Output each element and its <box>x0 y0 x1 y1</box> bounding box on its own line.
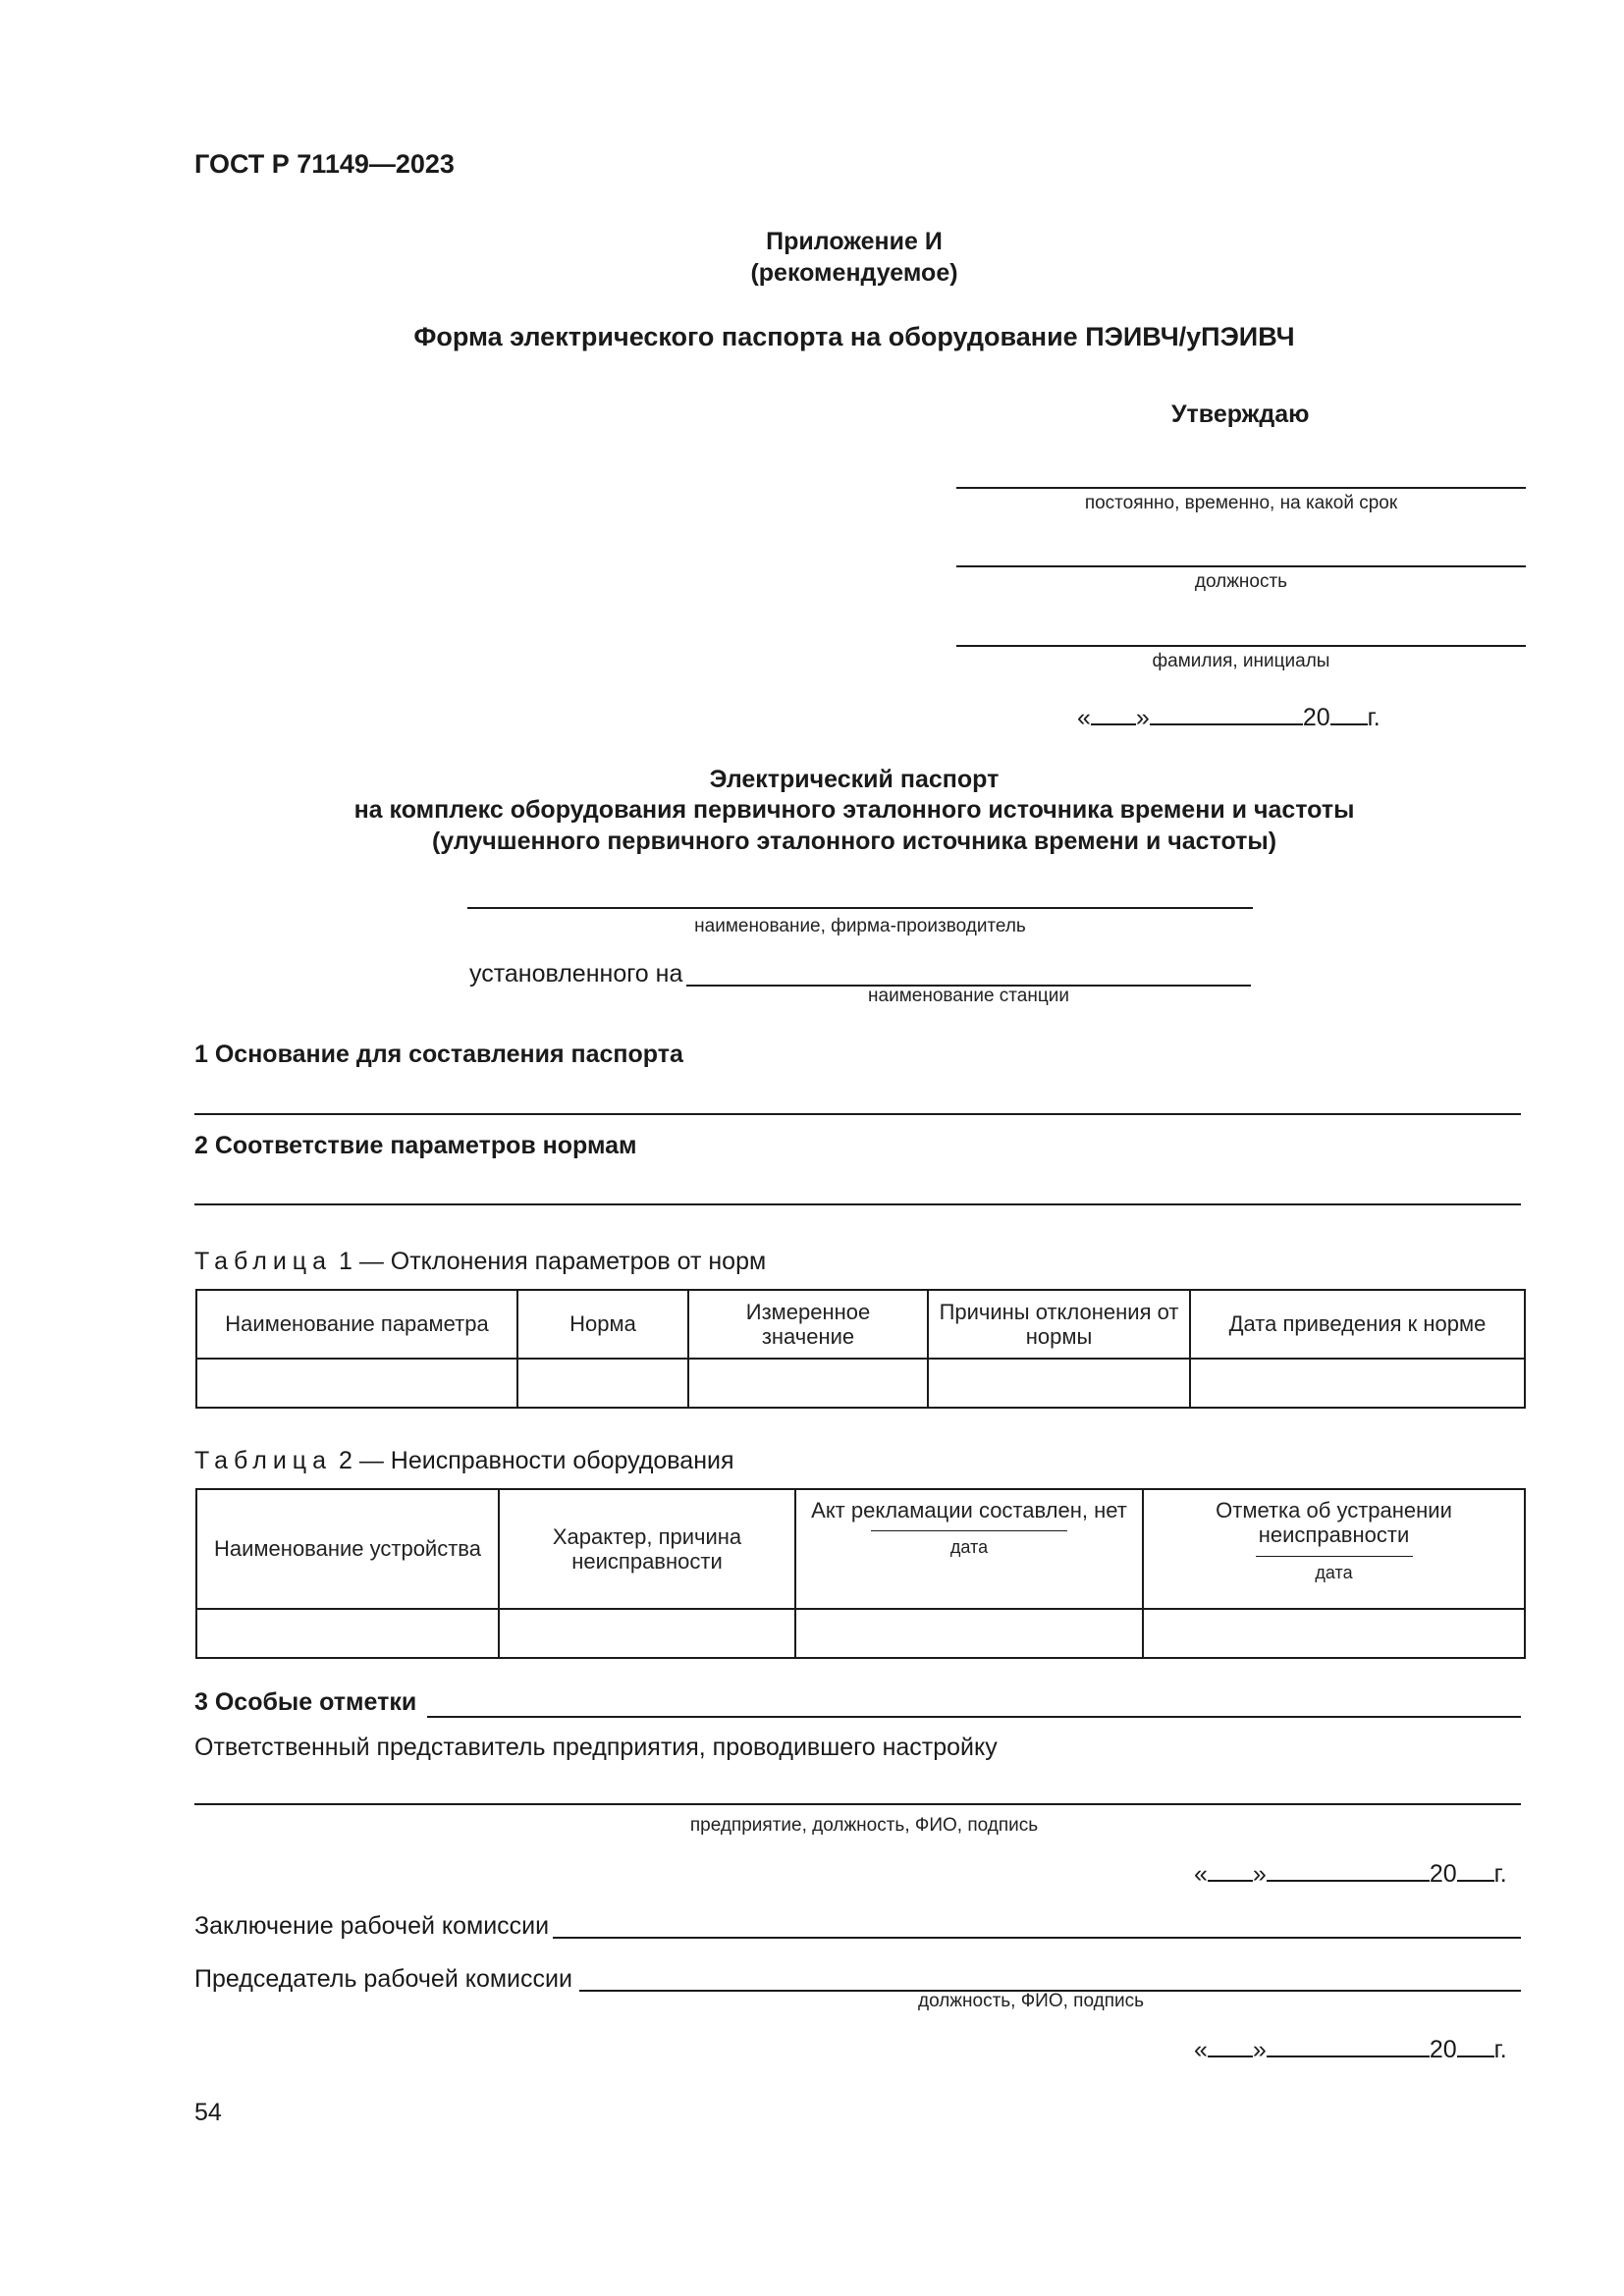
table-2-header-repair: Отметка об устранении неисправности дата <box>1143 1489 1525 1609</box>
table-1 <box>195 1289 1526 1409</box>
appendix-title: Приложение И <box>766 228 943 255</box>
equipment-name-caption: наименование, фирма-производитель <box>694 916 1026 936</box>
form-title: Форма электрического паспорта на оборудование ПЭИВЧ/уПЭИВЧ <box>413 322 1295 351</box>
table-2-header-act: Акт рекламации составлен, нет дата <box>795 1489 1143 1609</box>
table-1-cell <box>196 1359 517 1408</box>
chairman-caption: должность, ФИО, подпись <box>917 1991 1144 2011</box>
passport-title-1: Электрический паспорт <box>709 766 1000 793</box>
table-1-cell <box>517 1359 688 1408</box>
approve-title: Утверждаю <box>1171 400 1310 428</box>
approve-term-line <box>956 487 1526 489</box>
table-1-cell <box>1190 1359 1525 1408</box>
responsible-date: « » 20 г. <box>1194 1860 1507 1888</box>
table-1-caption: Таблица 1 — Отклонения параметров от норм <box>194 1248 767 1275</box>
responsible-caption: предприятие, должность, ФИО, подпись <box>689 1815 1039 1836</box>
chairman-label: Председатель рабочей комиссии <box>194 1965 572 1993</box>
table-1-cell <box>928 1359 1190 1408</box>
table-2-header: Наименование устройства <box>196 1489 499 1609</box>
table-2 <box>195 1488 1526 1659</box>
installed-label: установленного на <box>469 960 683 988</box>
section-3-line <box>427 1716 1521 1718</box>
station-caption: наименование станции <box>868 986 1069 1006</box>
table-2-cell <box>795 1609 1143 1658</box>
table-1-header: Причины отклонения от нормы <box>928 1290 1190 1359</box>
passport-title-2: на комплекс оборудования первичного эталонного источника времени и частоты <box>353 796 1355 824</box>
section-2-line <box>194 1203 1521 1205</box>
approve-position-caption: должность <box>1194 571 1288 592</box>
table-2-cell <box>1143 1609 1525 1658</box>
table-2-header: Характер, причина неисправности <box>499 1489 795 1609</box>
passport-title-3: (улучшенного первичного эталонного источника времени и частоты) <box>431 828 1277 855</box>
section-1-heading: 1 Основание для составления паспорта <box>194 1041 683 1068</box>
approve-position-line <box>956 565 1526 567</box>
chairman-date: « » 20 г. <box>1194 2036 1507 2063</box>
table-2-cell <box>499 1609 795 1658</box>
section-1-line <box>194 1113 1521 1115</box>
table-1-cell <box>688 1359 928 1408</box>
table-2-caption: Таблица 2 — Неисправности оборудования <box>194 1447 734 1474</box>
approve-term-caption: постоянно, временно, на какой срок <box>1084 493 1398 513</box>
approve-name-line <box>956 645 1526 647</box>
table-1-header: Измеренное значение <box>688 1290 928 1359</box>
responsible-label: Ответственный представитель предприятия, проводившего настройку <box>194 1734 998 1761</box>
responsible-line <box>194 1803 1521 1805</box>
approve-name-caption: фамилия, инициалы <box>1152 651 1330 671</box>
page-number: 54 <box>194 2099 222 2126</box>
section-3-heading: 3 Особые отметки <box>194 1688 417 1716</box>
table-1-header: Наименование параметра <box>196 1290 517 1359</box>
section-2-heading: 2 Соответствие параметров нормам <box>194 1132 637 1159</box>
table-2-cell <box>196 1609 499 1658</box>
conclusion-line <box>553 1937 1521 1939</box>
table-1-header: Дата приведения к норме <box>1190 1290 1525 1359</box>
standard-designation: ГОСТ Р 71149—2023 <box>194 149 455 179</box>
equipment-name-line <box>467 907 1253 909</box>
table-1-header: Норма <box>517 1290 688 1359</box>
approve-date: « » 20 г. <box>1077 704 1380 731</box>
conclusion-label: Заключение рабочей комиссии <box>194 1912 550 1940</box>
appendix-status: (рекомендуемое) <box>750 259 958 287</box>
